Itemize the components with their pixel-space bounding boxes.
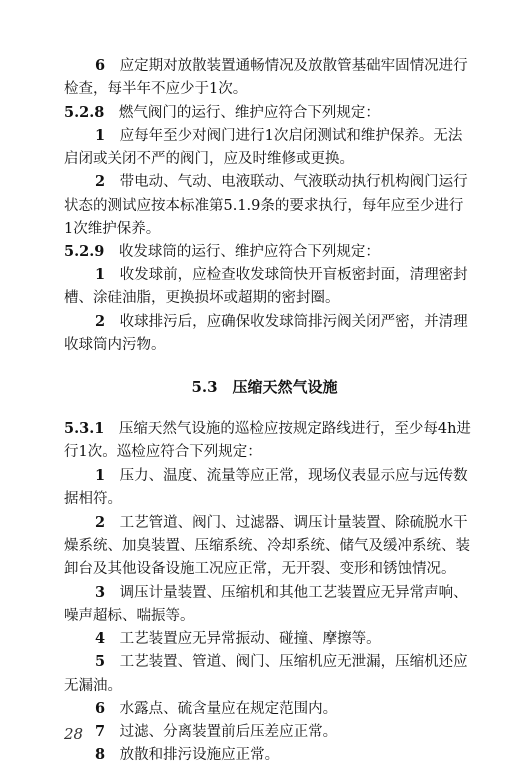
paragraph-line (95, 745, 279, 765)
paragraph-line (64, 606, 195, 626)
paragraph-line (95, 583, 468, 603)
paragraph-line (95, 312, 468, 332)
paragraph-line (64, 559, 456, 579)
item-number: 1 (95, 127, 106, 144)
paragraph-line (64, 288, 340, 308)
item-number: 1 (95, 467, 106, 484)
paragraph-line (95, 56, 468, 76)
paragraph-line (95, 629, 381, 649)
line-text: 槽、涂硅油脂，更换损坏或超期的密封圈。 (64, 290, 340, 306)
line-text: 噪声超标、喘振等。 (64, 608, 195, 624)
paragraph-line (64, 676, 122, 696)
paragraph-line (64, 335, 166, 355)
line-text: 状态的测试应按本标准第5.1.9条的要求执行，每年应至少进行 (64, 198, 464, 214)
clause-heading (64, 103, 380, 123)
paragraph-line (64, 489, 122, 509)
item-number: 2 (95, 173, 106, 190)
paragraph-line (95, 265, 468, 285)
line-text: 无漏油。 (64, 678, 122, 694)
item-number: 6 (95, 57, 106, 74)
line-text: 工艺装置应无异常振动、碰撞、摩擦等。 (119, 631, 381, 647)
line-text: 燃气阀门的运行、维护应符合下列规定： (118, 105, 380, 121)
clause-number: 5.2.9 (64, 243, 105, 260)
item-number: 6 (95, 700, 106, 717)
line-text: 卸台及其他设备设施工况应正常，无开裂、变形和锈蚀情况。 (64, 561, 456, 577)
line-text: 检查，每半年不应少于1次。 (64, 81, 248, 97)
line-text: 应定期对放散装置通畅情况及放散管基础牢固情况进行 (119, 58, 468, 74)
paragraph-line (95, 699, 337, 719)
section-heading: 5.3 压缩天然气设施 (191, 378, 338, 396)
item-number: 7 (95, 723, 106, 740)
line-text: 行1次。巡检应符合下列规定： (64, 444, 262, 460)
paragraph-line (64, 79, 247, 99)
line-text: 压力、温度、流量等应正常，现场仪表显示应与远传数 (119, 468, 468, 484)
paragraph-line (95, 466, 468, 486)
line-text: 收球筒内污物。 (64, 337, 166, 353)
paragraph-line (64, 219, 160, 239)
line-text: 工艺装置、管道、阀门、压缩机应无泄漏，压缩机还应 (119, 654, 468, 670)
paragraph-line (64, 149, 354, 169)
line-text: 带电动、气动、电液联动、气液联动执行机构阀门运行 (119, 174, 468, 190)
paragraph-line (64, 536, 470, 556)
clause-heading (64, 419, 471, 439)
line-text: 燥系统、加臭装置、压缩系统、冷却系统、储气及缓冲系统、装 (64, 538, 470, 554)
paragraph-line (95, 513, 468, 533)
item-number: 2 (95, 514, 106, 531)
page-number: 28 (64, 725, 84, 743)
paragraph-line (95, 126, 462, 146)
line-text: 工艺管道、阀门、过滤器、调压计量装置、除硫脱水干 (119, 515, 468, 531)
clause-number: 5.2.8 (64, 104, 105, 121)
item-number: 8 (95, 746, 106, 763)
paragraph-line (95, 172, 468, 192)
line-text: 收球排污后，应确保收发球筒排污阀关闭严密，并清理 (119, 314, 468, 330)
line-text: 水露点、硫含量应在规定范围内。 (119, 701, 338, 717)
line-text: 收发球筒的运行、维护应符合下列规定： (118, 244, 380, 260)
line-text: 收发球前，应检查收发球筒快开盲板密封面，清理密封 (119, 267, 468, 283)
line-text: 压缩天然气设施的巡检应按规定路线进行，至少每4h进 (118, 421, 471, 437)
paragraph-line (95, 652, 468, 672)
clause-heading (64, 242, 380, 262)
paragraph-line (64, 196, 463, 216)
item-number: 1 (95, 266, 106, 283)
line-text: 据相符。 (64, 491, 122, 507)
line-text: 启闭或关闭不严的阀门，应及时维修或更换。 (64, 151, 354, 167)
line-text: 1次维护保养。 (64, 221, 161, 237)
paragraph-line (95, 722, 337, 742)
line-text: 调压计量装置、压缩机和其他工艺装置应无异常声响、 (119, 585, 468, 601)
line-text: 过滤、分离装置前后压差应正常。 (119, 724, 338, 740)
item-number: 2 (95, 313, 106, 330)
line-text: 应每年至少对阀门进行1次启闭测试和维护保养。无法 (119, 128, 463, 144)
line-text: 放散和排污设施应正常。 (119, 747, 280, 763)
clause-number: 5.3.1 (64, 420, 105, 437)
paragraph-line (64, 442, 262, 462)
item-number: 4 (95, 630, 106, 647)
item-number: 5 (95, 653, 106, 670)
item-number: 3 (95, 584, 106, 601)
